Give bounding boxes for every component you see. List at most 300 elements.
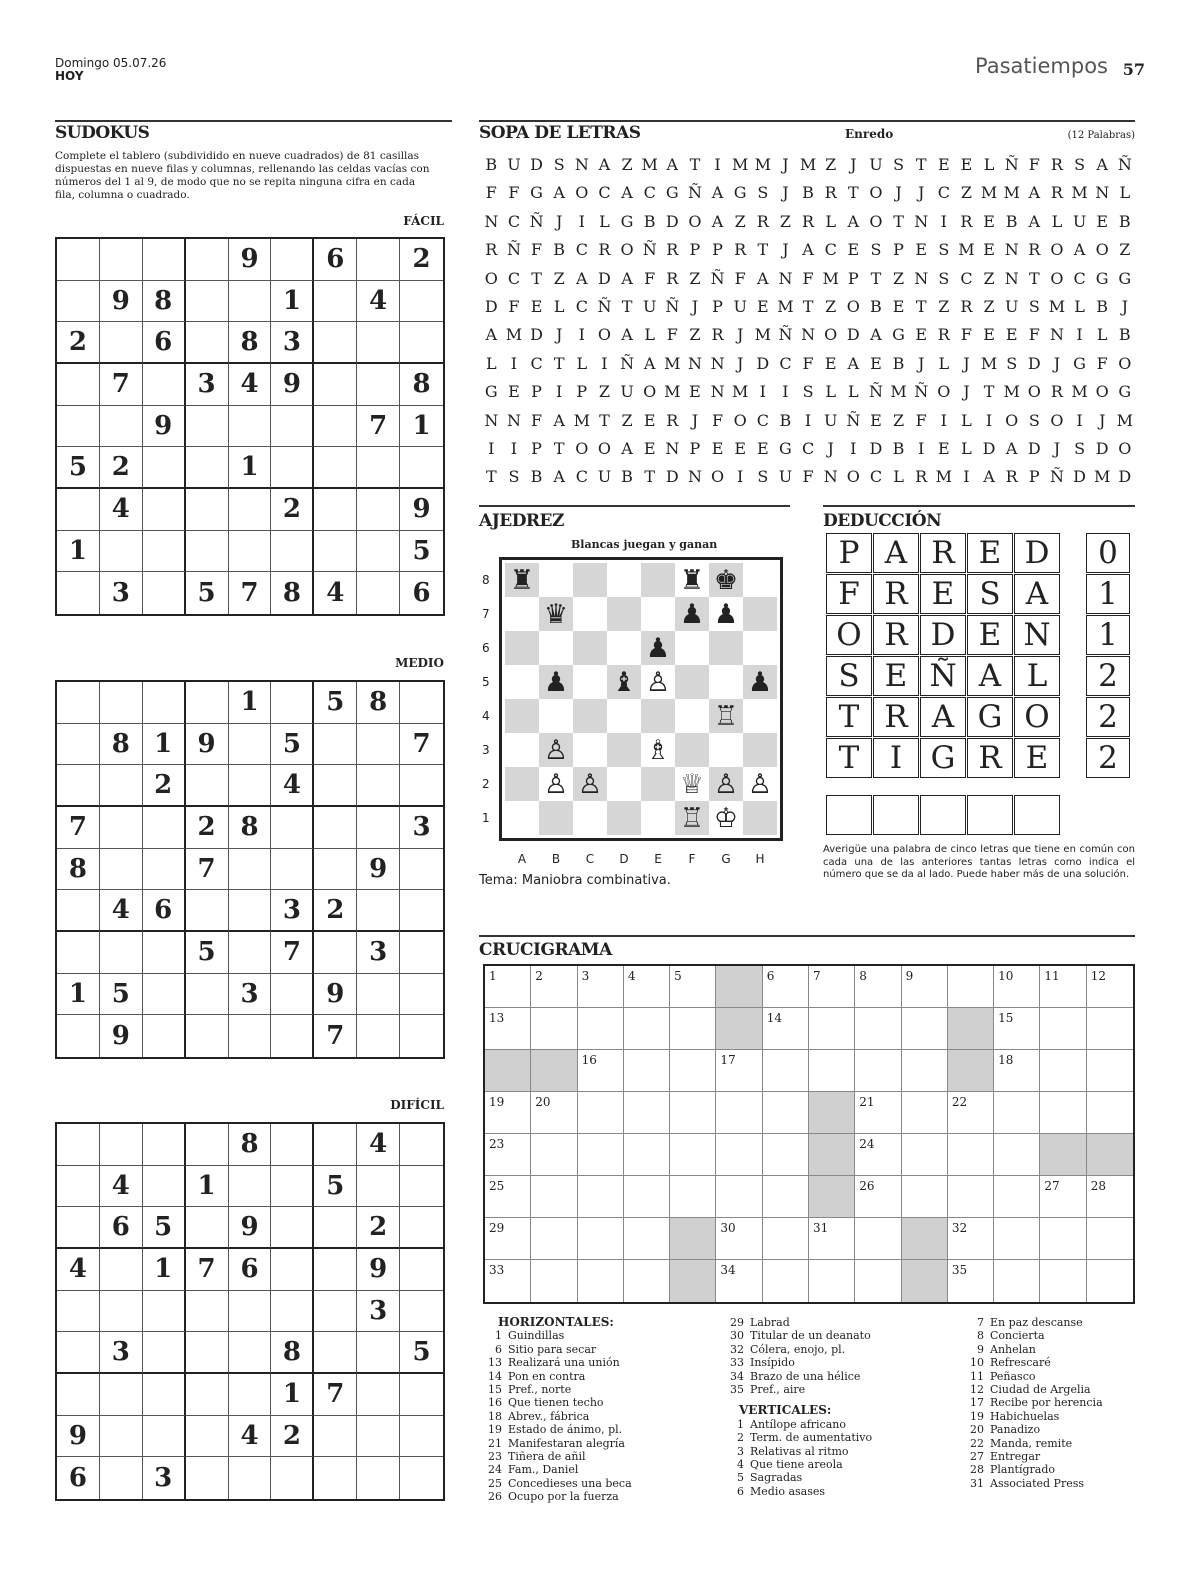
crossword-cell[interactable]: [809, 1218, 855, 1260]
word-search-letter: Z: [1119, 240, 1131, 260]
word-search-letter: Z: [553, 268, 565, 288]
word-search-letter: D: [530, 325, 543, 345]
soup-title: SOPA DE LETRAS: [479, 123, 641, 143]
crossword-cell[interactable]: [902, 966, 948, 1008]
sudoku-cell: 1: [400, 406, 443, 448]
crossword-cell[interactable]: [485, 1092, 531, 1134]
crossword-cell[interactable]: [670, 1176, 716, 1218]
crossword-cell[interactable]: [763, 1050, 809, 1092]
crossword-cell[interactable]: [809, 1050, 855, 1092]
clues-horizontal-col1: [480, 1316, 715, 1504]
crossword-cell[interactable]: [578, 1008, 624, 1050]
chess-square: [743, 597, 777, 631]
word-search-letter: E: [508, 382, 520, 402]
sudoku-cell: [143, 1416, 186, 1458]
crossword-cell[interactable]: [578, 966, 624, 1008]
word-search-letter: Ñ: [529, 211, 544, 231]
word-search-letter: Ñ: [665, 296, 680, 316]
sudoku-cell: [357, 364, 400, 406]
crossword-cell-number: 21: [859, 1095, 875, 1109]
word-search-letter: B: [892, 353, 905, 373]
crossword-cell[interactable]: [485, 1218, 531, 1260]
word-search-letter: E: [847, 240, 860, 260]
sudoku-cell: [314, 447, 357, 489]
crossword-cell[interactable]: [670, 1008, 716, 1050]
word-search-letter: A: [621, 183, 633, 203]
crossword-cell-number: 3: [581, 969, 590, 983]
crossword-cell[interactable]: [855, 1134, 901, 1176]
word-search-letter: E: [915, 240, 928, 260]
sudoku-cell: [143, 1015, 186, 1057]
clue-text: Que tienen techo: [508, 1396, 604, 1410]
deduction-letter: P: [826, 533, 872, 573]
crossword-cell[interactable]: [855, 1050, 901, 1092]
crossword-cell[interactable]: [948, 1134, 994, 1176]
chess-square: ♟: [743, 665, 777, 699]
sudoku-cell: 5: [400, 531, 443, 573]
word-search-letter: I: [759, 382, 766, 402]
crossword-cell[interactable]: [624, 1050, 670, 1092]
word-search-letter: J: [691, 296, 699, 316]
word-search-letter: T: [847, 183, 859, 203]
crossword-cell[interactable]: [948, 966, 994, 1008]
crossword-cell[interactable]: [531, 1176, 577, 1218]
crossword-cell[interactable]: [485, 1176, 531, 1218]
word-search-letter: J: [736, 353, 744, 373]
sudoku-cell: [229, 1015, 272, 1057]
word-search-letter: A: [643, 353, 656, 373]
word-search-letter: Ñ: [778, 325, 793, 345]
word-search-letter: S: [553, 155, 565, 174]
crossword-cell[interactable]: [578, 1176, 624, 1218]
crossword-clue: [480, 1450, 715, 1463]
clue-text: Plantígrado: [990, 1463, 1056, 1477]
word-search-letter: D: [484, 296, 498, 316]
crossword-cell[interactable]: [763, 1092, 809, 1134]
crossword-cell[interactable]: [670, 1092, 716, 1134]
crossword-cell[interactable]: [531, 1134, 577, 1176]
sudoku-cell: 7: [186, 849, 229, 891]
crossword-cell[interactable]: [948, 1260, 994, 1302]
word-search-letter: I: [556, 382, 563, 402]
crossword-cell[interactable]: [948, 1218, 994, 1260]
deduction-letter: G: [967, 697, 1013, 737]
word-search-letter: Ñ: [620, 353, 635, 373]
crossword-cell-number: 28: [1090, 1179, 1106, 1193]
sudoku-cell: [143, 531, 186, 573]
sudoku-cell: [57, 239, 100, 281]
chess-rank-label: 6: [482, 641, 490, 655]
crossword-clue: [722, 1356, 957, 1369]
soup-subtitle: Enredo: [845, 127, 894, 141]
word-search-letter: D: [530, 155, 543, 174]
sudoku-cell: [100, 1457, 143, 1499]
clue-number: 18: [488, 1409, 502, 1423]
word-search-letter: M: [754, 325, 771, 345]
crossword-cell[interactable]: [1040, 1176, 1086, 1218]
crossword-cell[interactable]: [716, 1176, 762, 1218]
crossword-cell[interactable]: [624, 966, 670, 1008]
crossword-cell[interactable]: [763, 1260, 809, 1302]
crossword-cell[interactable]: [763, 1008, 809, 1050]
crossword-cell[interactable]: [485, 1008, 531, 1050]
crossword-cell[interactable]: [763, 966, 809, 1008]
sudoku-cell: [186, 1332, 229, 1374]
sudoku-cell: 9: [357, 849, 400, 891]
crossword-cell[interactable]: [670, 1134, 716, 1176]
crossword-cell[interactable]: [763, 1218, 809, 1260]
word-search-letter: U: [869, 155, 883, 174]
crossword-cell[interactable]: [994, 1176, 1040, 1218]
sudoku-cell: [229, 724, 272, 766]
crossword-cell[interactable]: [855, 966, 901, 1008]
chess-square: [573, 597, 607, 631]
sudoku-cell: 3: [143, 1457, 186, 1499]
sudoku-cell: [186, 1416, 229, 1458]
word-search-letter: A: [576, 268, 588, 288]
crossword-cell[interactable]: [763, 1134, 809, 1176]
chess-file-label: F: [688, 852, 696, 866]
word-search-letter: R: [802, 211, 815, 231]
crossword-clue: [722, 1316, 957, 1329]
clue-text: Tiñera de añil: [508, 1450, 586, 1464]
sudoku-cell: [57, 1166, 100, 1208]
word-search-letter: C: [869, 467, 883, 487]
sudoku-cell: 3: [100, 1332, 143, 1374]
sudoku-cell: [314, 281, 357, 323]
crossword-cell[interactable]: [1087, 1008, 1133, 1050]
deduction-letter: R: [967, 738, 1013, 778]
crossword-cell[interactable]: [670, 1050, 716, 1092]
crossword-cell[interactable]: [1040, 1218, 1086, 1260]
sudoku-cell: [57, 1015, 100, 1057]
word-search-letter: R: [824, 183, 837, 203]
word-search-letter: F: [712, 410, 724, 430]
crossword-cell[interactable]: [1040, 1008, 1086, 1050]
crossword-cell[interactable]: [902, 1008, 948, 1050]
crossword-cell[interactable]: [994, 1092, 1040, 1134]
crossword-cell[interactable]: [855, 1008, 901, 1050]
crossword-cell-number: 22: [951, 1095, 968, 1109]
deduction-answer-cell[interactable]: [967, 795, 1013, 835]
crossword-cell[interactable]: [578, 1260, 624, 1302]
crossword-cell-number: 26: [859, 1179, 875, 1193]
word-search-letter: A: [621, 268, 633, 288]
crossword-cell[interactable]: [902, 1134, 948, 1176]
deduction-score: 2: [1086, 738, 1130, 778]
sudoku-cell: 4: [100, 489, 143, 531]
deduction-grid: [826, 533, 1136, 843]
crossword-cell[interactable]: [716, 1134, 762, 1176]
crossword-cell[interactable]: [994, 1134, 1040, 1176]
word-search-letter: I: [940, 410, 947, 430]
word-search-letter: P: [712, 240, 723, 260]
sudoku-cell: [57, 364, 100, 406]
crossword-clue: [480, 1396, 715, 1409]
crossword-cell[interactable]: [948, 1176, 994, 1218]
crossword-cell[interactable]: [763, 1176, 809, 1218]
sudoku-cell: [100, 531, 143, 573]
chess-square: [607, 801, 641, 835]
word-search-letter: S: [1028, 410, 1040, 430]
level-hard: DIFÍCIL: [390, 1098, 444, 1112]
deduction-answer-cell[interactable]: [873, 795, 919, 835]
word-search-letter: R: [711, 325, 724, 345]
word-search-letter: Z: [598, 382, 610, 402]
crossword-cell[interactable]: [485, 966, 531, 1008]
crossword-cell[interactable]: [994, 966, 1040, 1008]
word-search-letter: P: [847, 268, 859, 288]
crossword-cell[interactable]: [809, 1008, 855, 1050]
crossword-clue: [722, 1343, 957, 1356]
word-search-letter: A: [1073, 240, 1086, 260]
crossword-clue: [962, 1463, 1142, 1476]
crossword-cell[interactable]: [1040, 966, 1086, 1008]
clue-number: 17: [970, 1396, 984, 1410]
word-search-row: [480, 354, 1136, 382]
word-search-letter: O: [597, 325, 611, 345]
chess-file-label: A: [517, 852, 527, 866]
crossword-cell[interactable]: [716, 1050, 762, 1092]
clue-text: Pref., norte: [508, 1383, 572, 1397]
crossword-cell[interactable]: [624, 1008, 670, 1050]
sudoku-cell: 1: [57, 531, 100, 573]
crossword-cell[interactable]: [624, 1176, 670, 1218]
crossword-cell[interactable]: [578, 1092, 624, 1134]
sudoku-cell: [314, 1124, 357, 1166]
crossword-cell[interactable]: [855, 1218, 901, 1260]
chess-square: ♜: [505, 563, 539, 597]
crossword-cell[interactable]: [902, 1092, 948, 1134]
word-search-letter: A: [711, 183, 724, 203]
word-search-letter: N: [574, 155, 589, 174]
crossword-cell[interactable]: [855, 1260, 901, 1302]
sudoku-cell: [314, 1457, 357, 1499]
clue-number: 15: [488, 1383, 502, 1397]
sudoku-cell: [400, 1416, 443, 1458]
deduction-answer-cell[interactable]: [920, 795, 966, 835]
crossword-cell[interactable]: [809, 1260, 855, 1302]
crossword-cell[interactable]: [994, 1050, 1040, 1092]
crossword-cell[interactable]: [716, 1092, 762, 1134]
word-search-letter: Z: [779, 211, 791, 231]
word-search-letter: M: [958, 240, 975, 260]
word-search-letter: N: [710, 382, 725, 402]
clue-text: Anhelan: [990, 1342, 1036, 1356]
sudoku-cell: [57, 682, 100, 724]
chess-square: ♟: [641, 631, 675, 665]
word-search-letter: N: [1004, 268, 1019, 288]
word-search-letter: L: [1119, 183, 1131, 203]
crossword-cell-number: 27: [1044, 1179, 1060, 1193]
word-search-letter: E: [983, 211, 995, 231]
sudoku-cell: [357, 531, 400, 573]
deduction-letter: E: [873, 656, 919, 696]
crossword-cell[interactable]: [1087, 1050, 1133, 1092]
clue-number: 6: [495, 1342, 502, 1356]
sudoku-cell: [229, 890, 272, 932]
word-search-letter: R: [1028, 240, 1041, 260]
deduction-answer-cell[interactable]: [1014, 795, 1060, 835]
crossword-cell[interactable]: [531, 966, 577, 1008]
crossword-clue: [962, 1423, 1142, 1436]
word-search-row: [480, 297, 1136, 325]
clue-number: 9: [977, 1342, 984, 1356]
crossword-cell[interactable]: [1087, 1176, 1133, 1218]
crossword-cell[interactable]: [902, 1050, 948, 1092]
word-search-letter: F: [531, 410, 543, 430]
clue-number: 11: [970, 1369, 984, 1383]
sudoku-cell: 9: [100, 1015, 143, 1057]
crossword-cell[interactable]: [624, 1134, 670, 1176]
clue-text: Peñasco: [990, 1369, 1036, 1383]
crossword-cell[interactable]: [716, 1260, 762, 1302]
sudoku-cell: 6: [143, 322, 186, 364]
word-search-letter: L: [893, 467, 904, 487]
crossword-black-cell: [809, 1092, 855, 1134]
word-search-letter: J: [782, 183, 789, 203]
crossword-cell[interactable]: [994, 1260, 1040, 1302]
deduction-answer-cell[interactable]: [826, 795, 872, 835]
crossword-cell[interactable]: [1087, 1260, 1133, 1302]
word-search-letter: M: [777, 296, 794, 316]
clue-number: 1: [737, 1417, 744, 1431]
word-search-letter: N: [484, 410, 499, 430]
crossword-cell-number: 6: [766, 969, 775, 983]
crossword-cell[interactable]: [624, 1218, 670, 1260]
crossword-cell[interactable]: [624, 1260, 670, 1302]
sudoku-cell: [143, 1291, 186, 1333]
crossword-clue: [962, 1383, 1142, 1396]
crossword-black-cell: [670, 1218, 716, 1260]
sudoku-cell: [271, 1015, 314, 1057]
word-search-letter: F: [1096, 353, 1108, 373]
sudoku-cell: [100, 322, 143, 364]
crossword-clue: [480, 1370, 715, 1383]
word-search-letter: F: [802, 268, 814, 288]
crossword-cell[interactable]: [994, 1008, 1040, 1050]
crossword-cell[interactable]: [994, 1218, 1040, 1260]
word-search-letter: J: [963, 382, 970, 402]
crossword-cell[interactable]: [1040, 1092, 1086, 1134]
clue-text: Concierta: [990, 1329, 1045, 1343]
word-search-letter: Ñ: [914, 382, 929, 402]
word-search-letter: L: [1096, 325, 1108, 345]
word-search-letter: I: [1076, 410, 1083, 430]
crossword-cell[interactable]: [1087, 1092, 1133, 1134]
word-search-row: [480, 155, 1136, 183]
clue-number: 4: [737, 1458, 744, 1472]
word-search-letter: P: [712, 296, 723, 316]
crossword-cell[interactable]: [578, 1134, 624, 1176]
word-search-letter: C: [575, 296, 588, 316]
word-search-letter: Z: [983, 296, 995, 316]
sudoku-cell: [271, 1166, 314, 1208]
crossword-clue: [962, 1370, 1142, 1383]
deduction-letter: S: [967, 574, 1013, 614]
word-search-letter: S: [508, 467, 520, 487]
word-search-letter: D: [1095, 438, 1109, 458]
word-search-letter: G: [1118, 268, 1132, 288]
word-search-letter: G: [1073, 353, 1086, 373]
level-medium: MEDIO: [395, 656, 444, 670]
word-search-letter: L: [576, 353, 588, 373]
crossword-cell[interactable]: [1040, 1050, 1086, 1092]
word-search-letter: Z: [983, 268, 995, 288]
word-search-letter: E: [983, 325, 995, 345]
word-search-letter: F: [802, 467, 814, 487]
crossword-cell[interactable]: [902, 1176, 948, 1218]
clue-number: 25: [488, 1476, 502, 1490]
chess-square: ♗: [645, 734, 671, 766]
word-search-letter: N: [914, 268, 929, 288]
crossword-clue: [962, 1437, 1142, 1450]
word-search-letter: D: [1027, 353, 1041, 373]
crossword-cell[interactable]: [855, 1176, 901, 1218]
deduction-letter: L: [1014, 656, 1060, 696]
chess-square: [539, 699, 573, 733]
crossword-cell[interactable]: [578, 1218, 624, 1260]
word-search-letter: O: [846, 296, 860, 316]
sudoku-cell: [314, 531, 357, 573]
word-search-letter: B: [1118, 211, 1131, 231]
deduction-letter: T: [826, 697, 872, 737]
sudoku-cell: [143, 849, 186, 891]
crossword-cell[interactable]: [624, 1092, 670, 1134]
chess-square: [709, 631, 743, 665]
chess-square: ♟: [713, 598, 739, 630]
crossword-cell[interactable]: [716, 1218, 762, 1260]
chess-square: ♙: [573, 767, 607, 801]
crossword-cell[interactable]: [1087, 966, 1133, 1008]
word-search-letter: R: [1050, 382, 1063, 402]
crossword-cell[interactable]: [670, 966, 716, 1008]
crossword-cell[interactable]: [948, 1092, 994, 1134]
word-search-letter: B: [870, 296, 882, 316]
deduction-letter: O: [1014, 697, 1060, 737]
chess-square: [539, 631, 573, 665]
deduction-letter: F: [826, 574, 872, 614]
sudoku-cell: [186, 1374, 229, 1416]
sudoku-cell: 8: [143, 281, 186, 323]
crossword-cell[interactable]: [531, 1218, 577, 1260]
crossword-clue: [722, 1458, 957, 1471]
crossword-cell[interactable]: [485, 1134, 531, 1176]
crossword-cell[interactable]: [531, 1008, 577, 1050]
sudoku-cell: 8: [229, 322, 272, 364]
sudoku-cell: [400, 281, 443, 323]
word-search-row: [480, 382, 1136, 410]
word-search-letter: O: [484, 268, 498, 288]
sudoku-cell: [357, 447, 400, 489]
crossword-cell[interactable]: [531, 1260, 577, 1302]
crossword-cell[interactable]: [578, 1050, 624, 1092]
sudoku-cell: [186, 974, 229, 1016]
word-search-letter: L: [848, 382, 859, 402]
crossword-cell[interactable]: [485, 1260, 531, 1302]
crossword-cell[interactable]: [809, 966, 855, 1008]
crossword-cell[interactable]: [1087, 1218, 1133, 1260]
crossword-cell[interactable]: [855, 1092, 901, 1134]
sudoku-cell: [186, 1457, 229, 1499]
sudoku-cell: [314, 364, 357, 406]
deduction-instructions: Averigüe una palabra de cinco letras que tiene en común con cada una de las anteriores tantas letras como indica el número que se da al lado. Puede haber más de una solución.: [823, 844, 1135, 880]
word-search-letter: C: [507, 268, 521, 288]
sudoku-cell: [357, 807, 400, 849]
crossword-cell[interactable]: [1040, 1260, 1086, 1302]
crossword-cell[interactable]: [531, 1092, 577, 1134]
crossword-black-cell: [716, 966, 762, 1008]
